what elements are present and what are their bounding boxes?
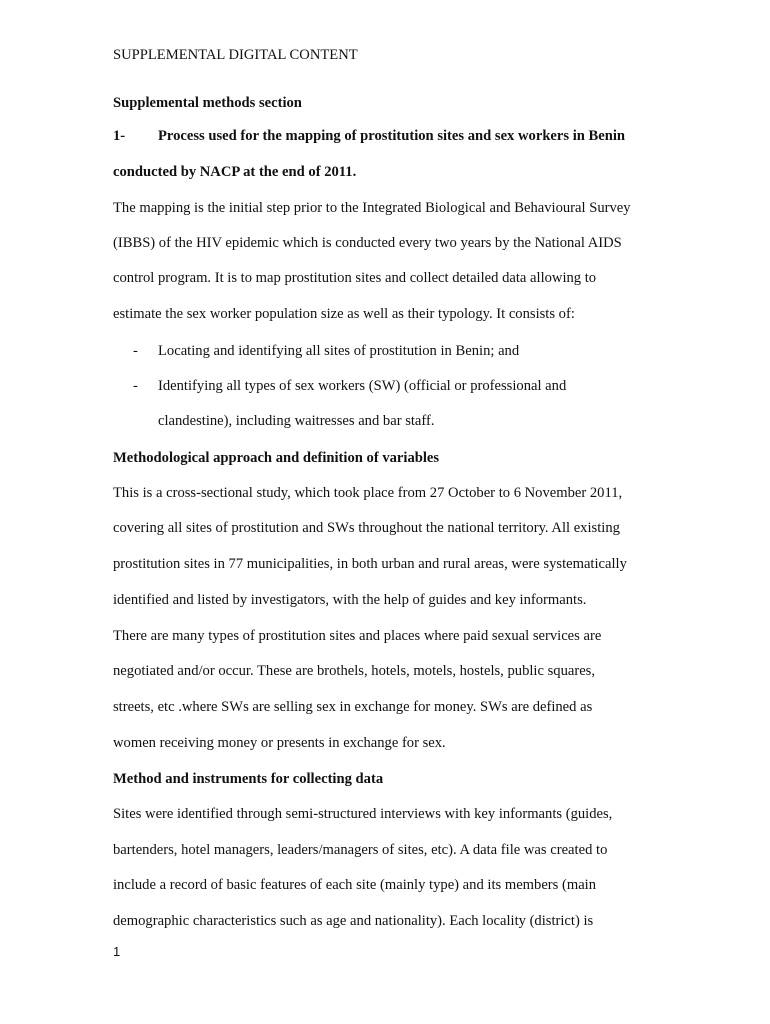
heading-3: Method and instruments for collecting data — [113, 771, 384, 787]
paragraph-line: (IBBS) of the HIV epidemic which is conducted every two years by the National AIDS — [113, 235, 622, 251]
paragraph-line: women receiving money or presents in exchange for sex. — [113, 735, 446, 751]
paragraph-line: include a record of basic features of each site (mainly type) and its members (main — [113, 877, 597, 893]
bullet-item-2-line-2: clandestine), including waitresses and bar staff. — [158, 413, 435, 429]
paragraph-line: covering all sites of prostitution and SWs throughout the national territory. All existing — [113, 520, 620, 536]
paragraph-line: This is a cross-sectional study, which took place from 27 October to 6 November 2011, — [113, 485, 623, 501]
heading-1-line-1: Process used for the mapping of prostitution sites and sex workers in Benin — [158, 128, 626, 144]
bullet-marker: - — [133, 378, 138, 394]
paragraph-line: The mapping is the initial step prior to the Integrated Biological and Behavioural Survey — [113, 200, 631, 216]
page-number: 1 — [113, 944, 121, 959]
paragraph-line: Sites were identified through semi-structured interviews with key informants (guides, — [113, 806, 613, 822]
paragraph-line: bartenders, hotel managers, leaders/managers of sites, etc). A data file was created to — [113, 842, 608, 858]
bullet-marker: - — [133, 343, 138, 359]
heading-number: 1- — [113, 128, 126, 144]
paragraph-line: control program. It is to map prostitution sites and collect detailed data allowing to — [113, 270, 597, 286]
paragraph-line: There are many types of prostitution sites and places where paid sexual services are — [113, 628, 602, 644]
paragraph-line: estimate the sex worker population size as well as their typology. It consists of: — [113, 306, 575, 322]
document-header: SUPPLEMENTAL DIGITAL CONTENT — [113, 47, 358, 63]
paragraph-line: demographic characteristics such as age and nationality). Each locality (district) is — [113, 913, 594, 929]
heading-1-line-2: conducted by NACP at the end of 2011. — [113, 164, 357, 180]
paragraph-line: streets, etc .where SWs are selling sex in exchange for money. SWs are defined as — [113, 699, 593, 715]
bullet-item-1: Locating and identifying all sites of prostitution in Benin; and — [158, 343, 520, 359]
bullet-item-2-line-1: Identifying all types of sex workers (SW) (official or professional and — [158, 378, 567, 394]
heading-2: Methodological approach and definition of variables — [113, 450, 440, 466]
paragraph-line: negotiated and/or occur. These are brothels, hotels, motels, hostels, public squares, — [113, 663, 596, 679]
section-title: Supplemental methods section — [113, 95, 302, 111]
paragraph-line: prostitution sites in 77 municipalities, in both urban and rural areas, were systematically — [113, 556, 627, 572]
paragraph-line: identified and listed by investigators, with the help of guides and key informants. — [113, 592, 587, 608]
